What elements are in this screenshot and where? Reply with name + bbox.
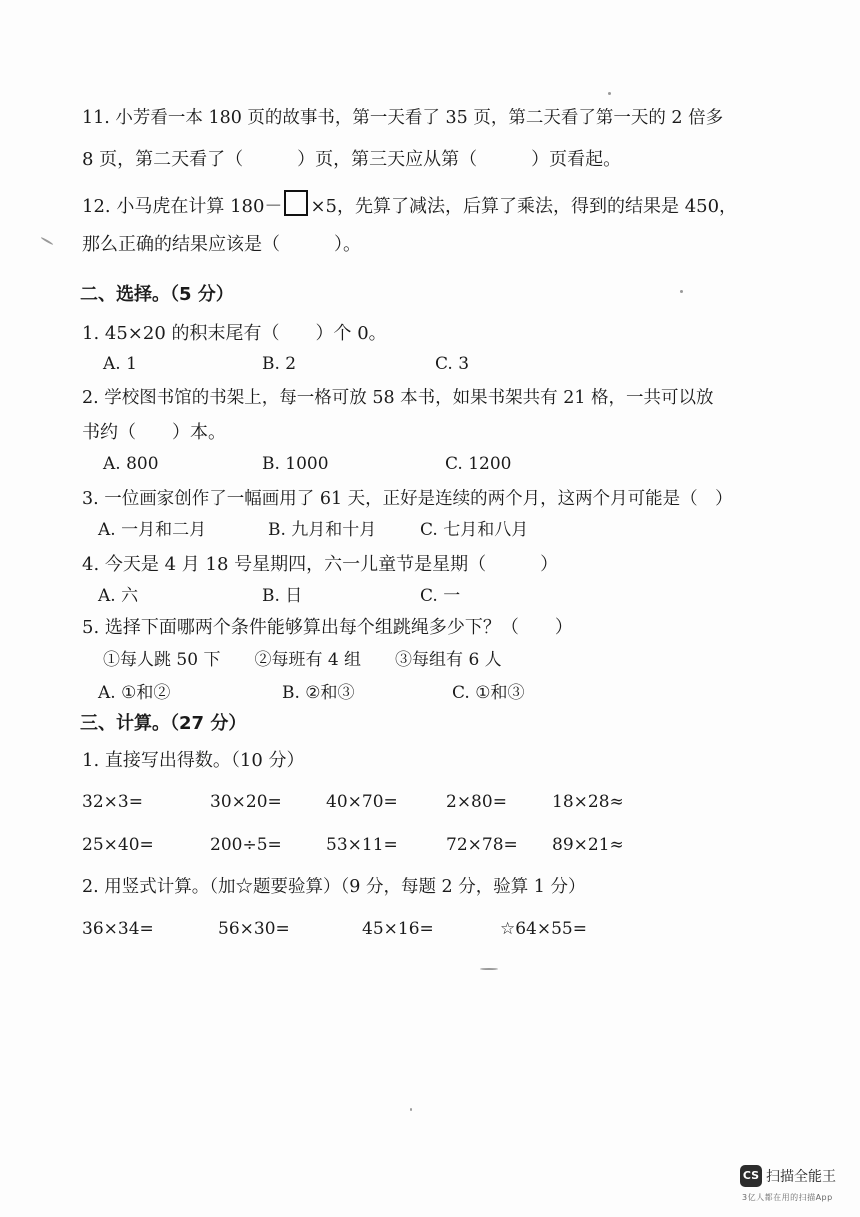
choice-q1-option-c: C. 3 (435, 354, 470, 374)
question-12-line-1 (82, 190, 737, 219)
calc-item: 40×70= (326, 792, 398, 812)
vertical-calc-item: 56×30= (218, 919, 290, 939)
calc-item: 18×28≈ (552, 792, 624, 812)
vertical-calc-item: 36×34= (82, 919, 154, 939)
choice-q3-stem: 3. 一位画家创作了一幅画用了 61 天，正好是连续的两个月，这两个月可能是（ ） (82, 489, 733, 509)
choice-q5-option-c: C. ①和③ (452, 683, 525, 703)
calc-item: 25×40= (82, 835, 154, 855)
scanner-logo-icon: CS (740, 1165, 762, 1187)
choice-q2-stem-line-1: 2. 学校图书馆的书架上，每一格可放 58 本书，如果书架共有 21 格，一共可以放 (82, 388, 714, 408)
calc-part2-title: 2. 用竖式计算。（加☆题要验算）（9 分，每题 2 分，验算 1 分） (82, 877, 586, 897)
scan-speck (680, 290, 683, 293)
choice-q4-stem: 4. 今天是 4 月 18 号星期四，六一儿童节是星期（ ） (82, 554, 559, 575)
choice-q5-option-b: B. ②和③ (282, 683, 355, 703)
vertical-calc-item: 45×16= (362, 919, 434, 939)
question-11-line-1: 11. 小芳看一本 180 页的故事书，第一天看了 35 页，第二天看了第一天的 2 倍多 (82, 108, 724, 128)
calc-item: 2×80= (446, 792, 507, 812)
choice-q4-option-a: A. 六 (98, 586, 139, 606)
calc-item: 72×78= (446, 835, 518, 855)
answer-box (284, 190, 308, 216)
choice-q3-option-b: B. 九月和十月 (268, 520, 377, 540)
scan-speck (410, 1108, 412, 1111)
scan-speck (480, 968, 498, 970)
section-choice-heading: 二、选择。（5 分） (80, 284, 234, 305)
choice-q4-option-b: B. 日 (262, 586, 303, 606)
choice-q5-option-a: A. ①和② (98, 683, 171, 703)
choice-q3-option-a: A. 一月和二月 (98, 520, 207, 540)
question-12-suffix: ×5，先算了减法，后算了乘法，得到的结果是 450， (310, 196, 738, 217)
section-calc-heading: 三、计算。（27 分） (80, 713, 247, 734)
choice-q3-option-c: C. 七月和八月 (420, 520, 529, 540)
choice-q2-option-c: C. 1200 (445, 454, 512, 474)
vertical-calc-item: ☆64×55= (500, 919, 587, 939)
choice-q2-option-b: B. 1000 (262, 454, 329, 474)
question-11-line-2: 8 页，第二天看了（ ）页，第三天应从第（ ）页看起。 (82, 149, 622, 170)
question-12-prefix: 12. 小马虎在计算 180－ (82, 196, 283, 217)
choice-q2-option-a: A. 800 (103, 454, 159, 474)
choice-q5-stem: 5. 选择下面哪两个条件能够算出每个组跳绳多少下？（ ） (82, 617, 573, 638)
scanner-tagline: 3亿人都在用的扫描App (742, 1193, 833, 1202)
scan-speck (40, 237, 53, 246)
choice-q1-option-a: A. 1 (103, 354, 137, 374)
calc-item: 32×3= (82, 792, 143, 812)
choice-q4-option-c: C. 一 (420, 586, 461, 606)
calc-item: 89×21≈ (552, 835, 624, 855)
scanner-watermark (740, 1165, 850, 1205)
choice-q5-conditions: ①每人跳 50 下 ②每班有 4 组 ③每组有 6 人 (103, 650, 502, 670)
choice-q1-stem: 1. 45×20 的积末尾有（ ）个 0。 (82, 323, 387, 344)
choice-q1-option-b: B. 2 (262, 354, 297, 374)
calc-item: 53×11= (326, 835, 398, 855)
calc-part1-title: 1. 直接写出得数。（10 分） (82, 750, 305, 771)
calc-item: 30×20= (210, 792, 282, 812)
choice-q2-stem-line-2: 书约（ ）本。 (82, 422, 226, 443)
scanner-app-name: 扫描全能王 (766, 1169, 836, 1185)
question-12-line-2: 那么正确的结果应该是（ ）。 (82, 234, 361, 255)
calc-item: 200÷5= (210, 835, 282, 855)
scan-speck (608, 92, 611, 95)
